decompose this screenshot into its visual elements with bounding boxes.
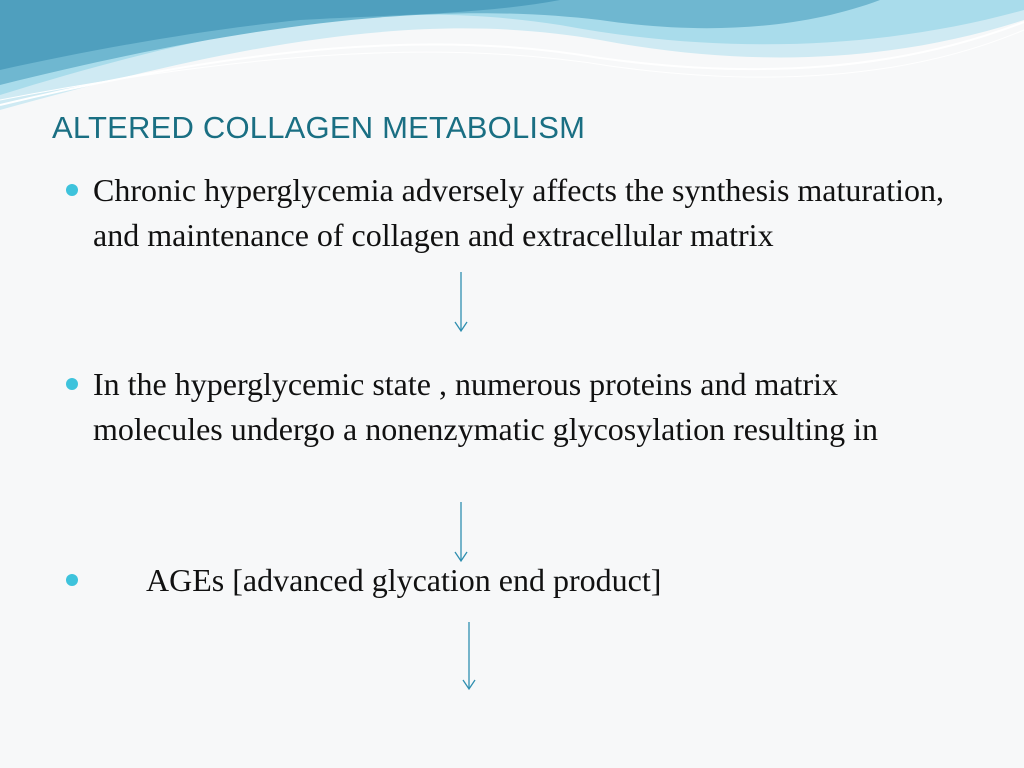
bullet-dot bbox=[66, 184, 78, 196]
bullet-text-3: AGEs [advanced glycation end product] bbox=[146, 562, 662, 598]
bullet-text-1: Chronic hyperglycemia adversely affects the synthesis maturation, and maintenance of collagen and extracellular matrix bbox=[93, 172, 945, 253]
bullet-dot bbox=[66, 574, 78, 586]
bullet-dot bbox=[66, 378, 78, 390]
slide-title: ALTERED COLLAGEN METABOLISM bbox=[52, 110, 586, 145]
down-arrow-icon bbox=[452, 272, 470, 334]
down-arrow-icon bbox=[460, 622, 478, 692]
header-wave-decoration bbox=[0, 0, 1024, 120]
bullet-text-2: In the hyperglycemic state , numerous proteins and matrix molecules undergo a nonenzymatic glycosylation resulting in bbox=[93, 366, 878, 447]
down-arrow-icon bbox=[452, 502, 470, 564]
